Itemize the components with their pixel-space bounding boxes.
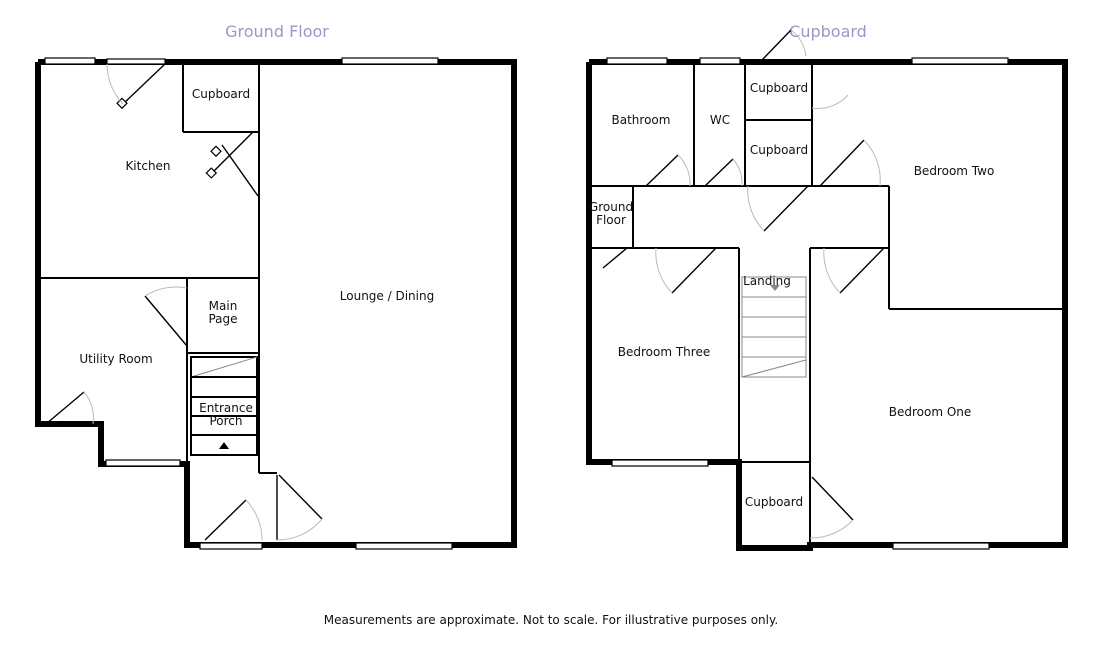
ground-floor-plan — [38, 22, 514, 549]
landing-stairs — [742, 277, 806, 377]
first-interior-walls — [589, 62, 1065, 545]
room-label-first-cupboard-top: Cupboard — [749, 81, 809, 95]
room-label-ground-floor-line2: Floor — [596, 213, 626, 227]
first-floor-title: Cupboard — [789, 22, 867, 41]
room-label-utility: Utility Room — [79, 352, 153, 366]
room-label-main-page-line1: Main — [208, 299, 238, 313]
room-label-ground-cupboard: Cupboard — [191, 87, 251, 101]
room-label-first-cupboard-bottom: Cupboard — [744, 495, 804, 509]
room-label-bedroom-two: Bedroom Two — [913, 164, 995, 178]
room-label-landing: Landing — [743, 274, 791, 288]
first-windows — [607, 58, 1008, 549]
room-label-ground-floor-line1: Ground — [588, 200, 634, 214]
stair-arrow-icon — [219, 442, 229, 449]
room-label-bedroom-three: Bedroom Three — [617, 345, 711, 359]
first-outer-wall — [589, 62, 1065, 548]
room-label-entrance-line2: Porch — [209, 414, 243, 428]
room-label-lounge: Lounge / Dining — [339, 289, 435, 303]
room-label-main-page-line2: Page — [208, 312, 238, 326]
disclaimer-text: Measurements are approximate. Not to scale. For illustrative purposes only. — [323, 613, 779, 627]
room-label-bedroom-one: Bedroom One — [888, 405, 972, 419]
room-label-bathroom: Bathroom — [611, 113, 671, 127]
room-label-first-cupboard-mid: Cupboard — [749, 143, 809, 157]
first-floor-plan — [589, 22, 1065, 549]
room-label-wc: WC — [709, 113, 731, 127]
ground-floor-title: Ground Floor — [225, 22, 329, 41]
room-label-kitchen: Kitchen — [125, 159, 171, 173]
room-label-entrance-line1: Entrance — [199, 401, 253, 415]
